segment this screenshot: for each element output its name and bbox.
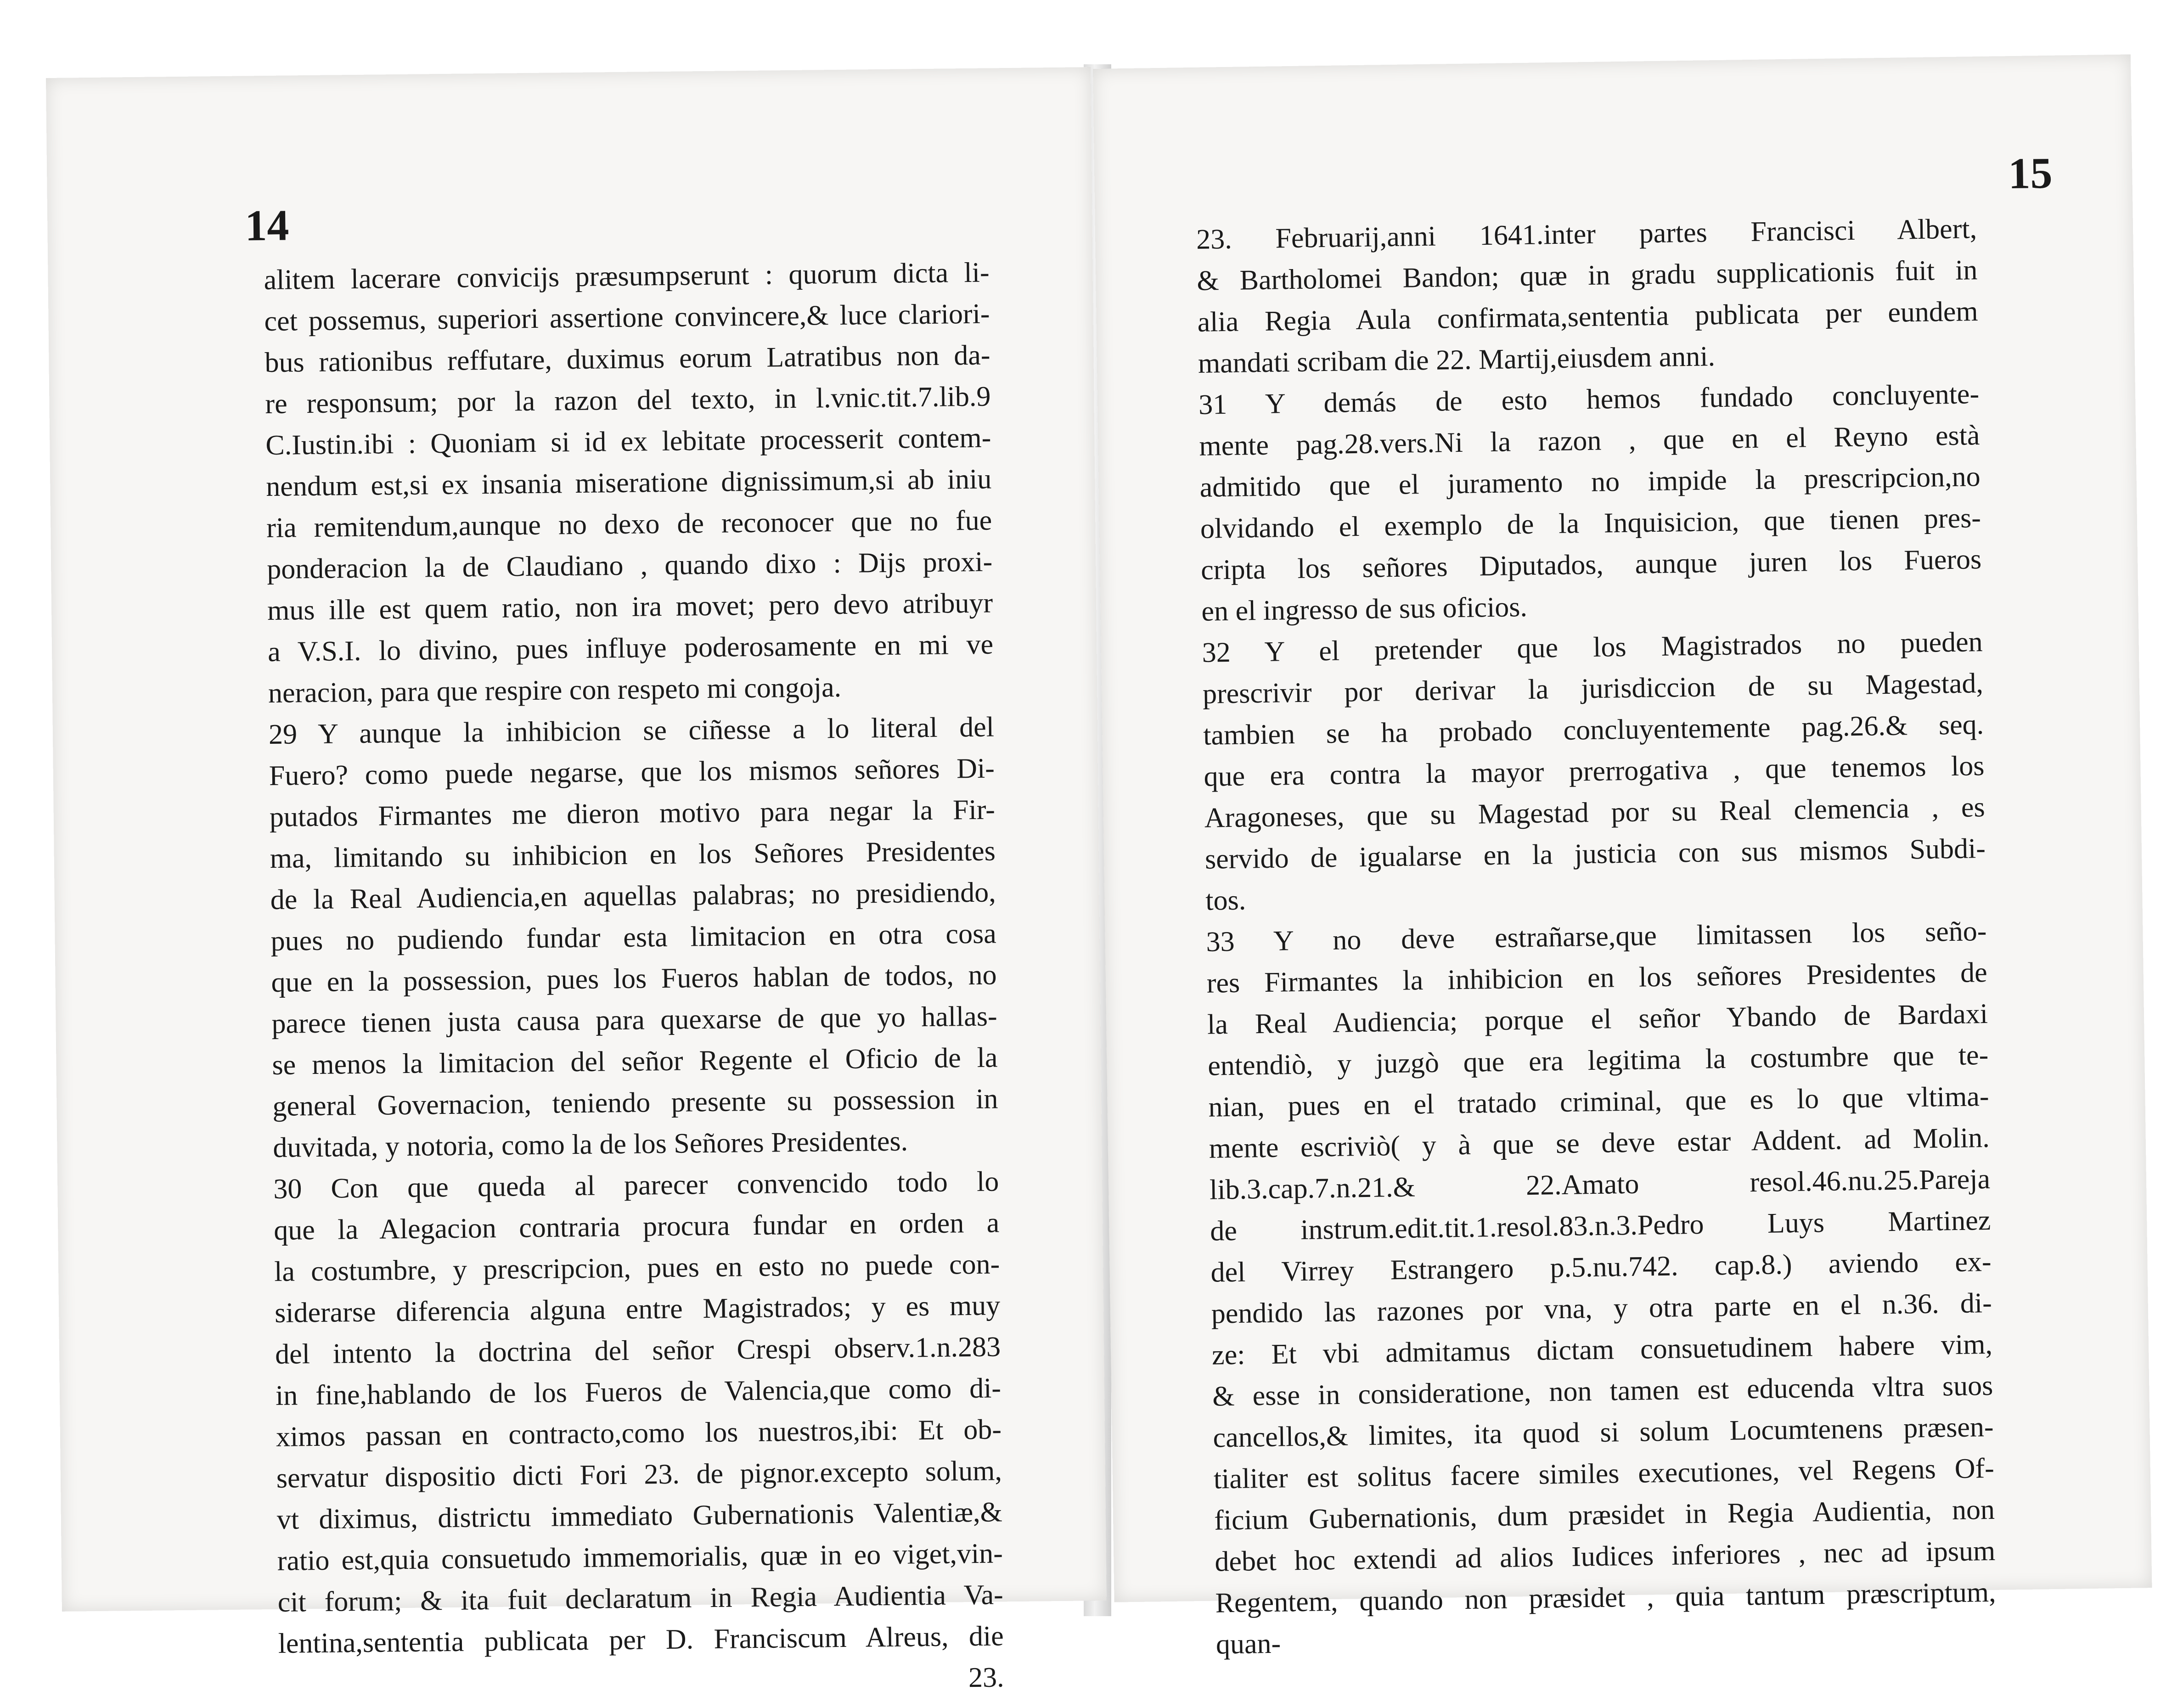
page-number: 14 bbox=[244, 200, 289, 250]
text-line: 33 Y no deve estrañarse,que limitassen los seño- bbox=[1206, 916, 1987, 958]
text-line: debet hoc extendi ad alios Iudices inferiores , nec ad ipsum bbox=[1214, 1535, 1996, 1578]
text-line: & esse in consideratione, non tamen est educenda vltra suos bbox=[1212, 1370, 1993, 1412]
text-line: prescrivir por derivar la jurisdiccion de su Magestad, bbox=[1202, 668, 1984, 710]
text-line: alia Regia Aula confirmata,sententia publicata per eundem bbox=[1197, 296, 1979, 338]
text-line: cripta los señores Diputados, aunque juren los Fueros bbox=[1200, 544, 1982, 586]
text-line: mente pag.28.vers.Ni la razon , que en el Reyno està bbox=[1199, 420, 1980, 462]
body-text bbox=[264, 252, 1004, 1706]
text-line: & Bartholomei Bandon; quæ in gradu supplicationis fuit in bbox=[1196, 254, 1978, 297]
text-line: ma, limitando su inhibicion en los Señores Presidentes bbox=[270, 835, 996, 874]
text-line: pendido las razones por vna, y otra parte en el n.36. di- bbox=[1211, 1287, 1992, 1330]
text-line: ponderacion la de Claudiano , quando dixo : Dijs proxi- bbox=[266, 546, 993, 585]
text-line: 29 Y aunque la inhibicion se ciñesse a lo literal del bbox=[268, 711, 995, 750]
left-page bbox=[46, 67, 1107, 1694]
text-line: lentina,sententia publicata per D. Franciscum Alreus, die bbox=[278, 1620, 1004, 1659]
text-line: parece tienen justa causa para quexarse de que yo hallas- bbox=[271, 1000, 997, 1039]
text-line: putados Firmantes me dieron motivo para negar la Fir- bbox=[269, 794, 996, 833]
text-line: tambien se ha probado concluyentemente pag.26.& seq. bbox=[1203, 709, 1984, 751]
text-line: pues no pudiendo fundar esta limitacion en otra cosa bbox=[270, 918, 996, 957]
text-line: ria remitendum,aunque no dexo de reconocer que no fue bbox=[266, 505, 992, 544]
text-line: del intento la doctrina del señor Crespi observ.1.n.283 bbox=[275, 1331, 1001, 1370]
text-line: a V.S.I. lo divino, pues influye poderosamente en mi ve bbox=[267, 629, 994, 668]
text-line: tos. bbox=[1205, 884, 1246, 916]
text-line: que en la possession, pues los Fueros hablan de todos, no bbox=[271, 959, 997, 998]
text-line: re responsum; por la razon del texto, in l.vnic.tit.7.lib.9 bbox=[265, 381, 991, 420]
text-line: res Firmantes la inhibicion en los señores Presidentes de bbox=[1206, 957, 1988, 999]
text-line: Aragoneses, que su Magestad por su Real clemencia , es bbox=[1204, 792, 1986, 834]
text-line: 23. Februarij,anni 1641.inter partes Francisci Albert, bbox=[1196, 213, 1977, 255]
text-line: in fine,hablando de los Fueros de Valencia,que como di- bbox=[275, 1372, 1001, 1411]
catchword: 23. bbox=[968, 1662, 1004, 1694]
text-line: entendiò, y juzgò que era legitima la costumbre que te- bbox=[1207, 1039, 1989, 1082]
text-line: cancellos,& limites, ita quod si solum Locumtenens præsen- bbox=[1213, 1411, 1994, 1454]
text-line: quan- bbox=[1215, 1628, 1281, 1660]
text-line: 30 Con que queda al parecer convencido todo lo bbox=[273, 1166, 999, 1205]
text-line: servatur dispositio dicti Fori 23. de pignor.excepto solum, bbox=[276, 1455, 1002, 1494]
text-line: olvidando el exemplo de la Inquisicion, que tienen pres- bbox=[1200, 502, 1981, 545]
text-line: cet possemus, superiori assertione convincere,& luce clariori- bbox=[264, 298, 990, 337]
text-line: nian, pues en el tratado criminal, que es lo que vltima- bbox=[1208, 1080, 1989, 1123]
text-line: que era contra la mayor prerrogativa , que tenemos los bbox=[1204, 750, 1985, 792]
text-line: 32 Y el pretender que los Magistrados no pueden bbox=[1202, 626, 1983, 669]
text-line: Regentem, quando non præsidet , quia tantum præscriptum, bbox=[1215, 1576, 1996, 1619]
text-line: duvitada, y notoria, como la de los Señores Presidentes. bbox=[273, 1125, 908, 1163]
text-line: Fuero? como puede negarse, que los mismos señores Di- bbox=[269, 753, 995, 792]
text-line: de la Real Audiencia,en aquellas palabras; no presidiendo, bbox=[270, 876, 996, 916]
right-page bbox=[1093, 54, 2152, 1660]
text-line: la costumbre, y prescripcion, pues en esto no puede con- bbox=[274, 1248, 1000, 1287]
text-line: tialiter est solitus facere similes executiones, vel Regens Of- bbox=[1213, 1452, 1995, 1495]
text-line: del Virrey Estrangero p.5.nu.742. cap.8.) aviendo ex- bbox=[1210, 1246, 1992, 1288]
text-line: ficium Gubernationis, dum præsidet in Regia Audientia, non bbox=[1214, 1494, 1995, 1536]
text-line: C.Iustin.ibi : Quoniam si id ex lebitate processerit contem- bbox=[265, 422, 991, 461]
text-line: bus rationibus reffutare, duximus eorum Latratibus non da- bbox=[264, 339, 990, 379]
text-line: siderarse diferencia alguna entre Magistrados; y es muy bbox=[274, 1290, 1001, 1329]
text-line: nendum est,si ex insania miseratione dignissimum,si ab iniu bbox=[265, 463, 992, 503]
text-line: se menos la limitacion del señor Regente el Oficio de la bbox=[272, 1042, 998, 1081]
body-text bbox=[1196, 208, 1997, 1665]
text-line: mente escriviò( y à que se deve estar Addent. ad Molin. bbox=[1209, 1122, 1990, 1164]
text-line: admitido que el juramento no impide la prescripcion,no bbox=[1199, 461, 1981, 503]
text-line: que la Alegacion contraria procura fundar en orden a bbox=[273, 1207, 1000, 1246]
text-line: cit forum; & ita fuit declaratum in Regia Audientia Va- bbox=[277, 1579, 1004, 1618]
text-line: vt diximus, districtu immediato Gubernationis Valentiæ,& bbox=[276, 1496, 1003, 1535]
text-line: lib.3.cap.7.n.21.& 22.Amato resol.46.nu.25.Pareja bbox=[1209, 1163, 1991, 1206]
text-line: servido de igualarse en la justicia con sus mismos Subdi- bbox=[1204, 833, 1986, 875]
text-line: mandati scribam die 22. Martij,eiusdem anni. bbox=[1198, 341, 1716, 379]
text-line: mus ille est quem ratio, non ira movet; pero devo atribuyr bbox=[267, 587, 993, 627]
text-line: ximos passan en contracto,como los nuestros,ibi: Et ob- bbox=[276, 1414, 1002, 1453]
text-line: de instrum.edit.tit.1.resol.83.n.3.Pedro Luys Martinez bbox=[1210, 1204, 1991, 1247]
text-line: alitem lacerare convicijs præsumpserunt : quorum dicta li- bbox=[264, 257, 990, 296]
text-line: general Governacion, teniendo presente su possession in bbox=[272, 1083, 998, 1122]
text-line: neracion, para que respire con respeto mi congoja. bbox=[268, 671, 842, 709]
page-number: 15 bbox=[2008, 148, 2053, 198]
text-line: 31 Y demás de esto hemos fundado concluyente- bbox=[1198, 378, 1980, 421]
text-line: ratio est,quia consuetudo immemorialis, quæ in eo viget,vin- bbox=[277, 1538, 1003, 1577]
text-line: ze: Et vbi admitamus dictam consuetudinem habere vim, bbox=[1211, 1328, 1993, 1371]
text-line: la Real Audiencia; porque el señor Ybando de Bardaxi bbox=[1207, 998, 1988, 1040]
text-line: en el ingresso de sus oficios. bbox=[1201, 591, 1528, 627]
